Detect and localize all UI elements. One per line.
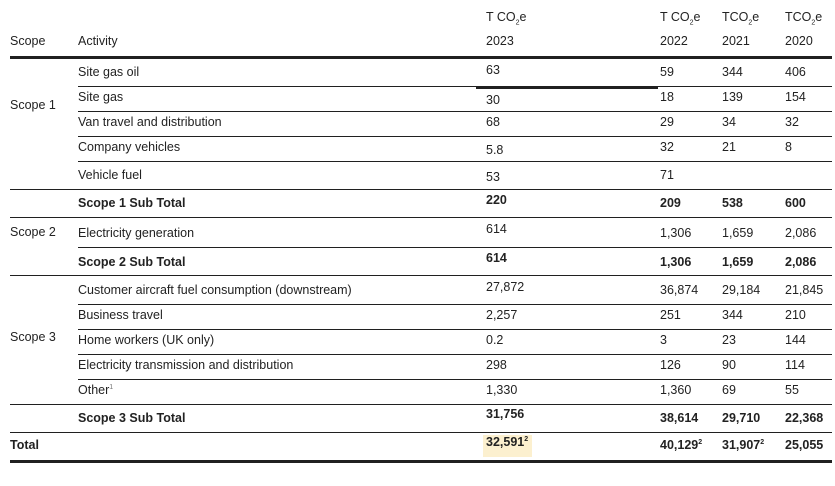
header-scope: Scope [10, 34, 46, 48]
value-cell-2020: 2,086 [785, 226, 817, 240]
value-cell-2022: 1,306 [660, 226, 692, 240]
scope-label-3: Scope 3 [10, 330, 56, 344]
subtotal-label: Scope 2 Sub Total [78, 255, 186, 269]
value-cell-2022: 209 [660, 196, 681, 210]
value-cell-2023: 5.8 [486, 143, 504, 157]
subtotal-label: Scope 3 Sub Total [78, 411, 186, 425]
value-cell-2022: 29 [660, 115, 674, 129]
value-cell-2020: 22,368 [785, 411, 824, 425]
header-unit-2022: T $CO_2e$ [660, 10, 701, 27]
row-divider [78, 136, 832, 137]
value-cell-2023: 30 [486, 93, 500, 107]
value-cell-2022: 32 [660, 140, 674, 154]
value-cell-2021: 69 [722, 383, 736, 397]
value-cell-2020: 8 [785, 140, 792, 154]
row-divider [78, 379, 832, 380]
activity-cell: Van travel and distribution [78, 115, 222, 129]
row-divider [10, 217, 832, 218]
row-divider [10, 404, 832, 405]
header-year-2020: 2020 [785, 34, 813, 48]
value-cell-2022: 38,614 [660, 411, 699, 425]
value-cell-2022: 18 [660, 90, 674, 104]
value-cell-2020: 154 [785, 90, 806, 104]
value-cell-2022: 3 [660, 333, 667, 347]
row-divider [78, 304, 832, 305]
value-cell-2021: 538 [722, 196, 743, 210]
activity-cell: Company vehicles [78, 140, 181, 154]
activity-cell: Home workers (UK only) [78, 333, 215, 347]
row-divider [10, 189, 832, 190]
activity-cell: Business travel [78, 308, 163, 322]
row-divider [10, 275, 832, 276]
value-cell-2023: 614 [486, 222, 507, 236]
value-cell-2022: 126 [660, 358, 681, 372]
value-cell-2021: 344 [722, 65, 743, 79]
header-activity: Activity [78, 34, 118, 48]
value-cell-2023: 298 [486, 358, 507, 372]
value-cell-2021: 90 [722, 358, 736, 372]
scope-label-1: Scope 1 [10, 98, 56, 112]
value-cell-2020: 2,086 [785, 255, 817, 269]
value-cell-2023: 614 [486, 251, 507, 265]
value-cell-2023: 2,257 [486, 308, 518, 322]
value-cell-2021: 139 [722, 90, 743, 104]
activity-cell: Other$^1$ [78, 383, 114, 397]
value-cell-2021: 21 [722, 140, 736, 154]
value-cell-2023: 27,872 [486, 280, 525, 294]
header-year-2022: 2022 [660, 34, 688, 48]
row-divider [78, 354, 832, 355]
header-unit-2020: $TCO_2e$ [785, 10, 823, 27]
header-unit-2023: T $CO_2e$ [486, 10, 527, 27]
activity-cell: Site gas [78, 90, 124, 104]
table-bottom-rule [10, 460, 832, 463]
value-cell-2023: 63 [486, 63, 500, 77]
value-cell-2021: 23 [722, 333, 736, 347]
value-cell-2023: 53 [486, 170, 500, 184]
row-divider-accent [476, 86, 658, 89]
value-cell-2020: 55 [785, 383, 799, 397]
activity-cell: Vehicle fuel [78, 168, 142, 182]
total-2021: 31,907$^2$ [722, 438, 765, 452]
value-cell-2020: 144 [785, 333, 806, 347]
row-divider [78, 111, 832, 112]
row-divider [78, 161, 832, 162]
value-cell-2023: 0.2 [486, 333, 504, 347]
subtotal-label: Scope 1 Sub Total [78, 196, 186, 210]
total-2023: 32,591$^2$ [486, 435, 529, 449]
header-year-2021: 2021 [722, 34, 750, 48]
value-cell-2022: 36,874 [660, 283, 699, 297]
header-year-2023: 2023 [486, 34, 514, 48]
activity-cell: Customer aircraft fuel consumption (downstream) [78, 283, 352, 297]
value-cell-2023: 68 [486, 115, 500, 129]
row-divider [78, 329, 832, 330]
value-cell-2020: 32 [785, 115, 799, 129]
value-cell-2021: 1,659 [722, 255, 754, 269]
value-cell-2020: 600 [785, 196, 806, 210]
value-cell-2022: 1,360 [660, 383, 692, 397]
row-divider [78, 86, 832, 87]
total-2022: 40,129$^2$ [660, 438, 703, 452]
row-divider [78, 247, 832, 248]
activity-cell: Site gas oil [78, 65, 140, 79]
activity-cell: Electricity transmission and distribution [78, 358, 294, 372]
header-rule [10, 56, 832, 59]
activity-cell: Electricity generation [78, 226, 195, 240]
row-divider [10, 432, 832, 433]
value-cell-2020: 406 [785, 65, 806, 79]
value-cell-2022: 251 [660, 308, 681, 322]
value-cell-2021: 29,184 [722, 283, 761, 297]
header-unit-2021: $TCO_2e$ [722, 10, 760, 27]
value-cell-2021: 34 [722, 115, 736, 129]
value-cell-2020: 21,845 [785, 283, 824, 297]
value-cell-2021: 1,659 [722, 226, 754, 240]
value-cell-2020: 210 [785, 308, 806, 322]
value-cell-2021: 29,710 [722, 411, 761, 425]
value-cell-2023: 1,330 [486, 383, 518, 397]
total-2020: 25,055 [785, 438, 824, 452]
total-label: Total [10, 438, 39, 452]
value-cell-2023: 220 [486, 193, 507, 207]
value-cell-2021: 344 [722, 308, 743, 322]
value-cell-2022: 59 [660, 65, 674, 79]
value-cell-2022: 71 [660, 168, 674, 182]
value-cell-2022: 1,306 [660, 255, 692, 269]
value-cell-2020: 114 [785, 358, 805, 372]
scope-label-2: Scope 2 [10, 225, 56, 239]
value-cell-2023: 31,756 [486, 407, 525, 421]
